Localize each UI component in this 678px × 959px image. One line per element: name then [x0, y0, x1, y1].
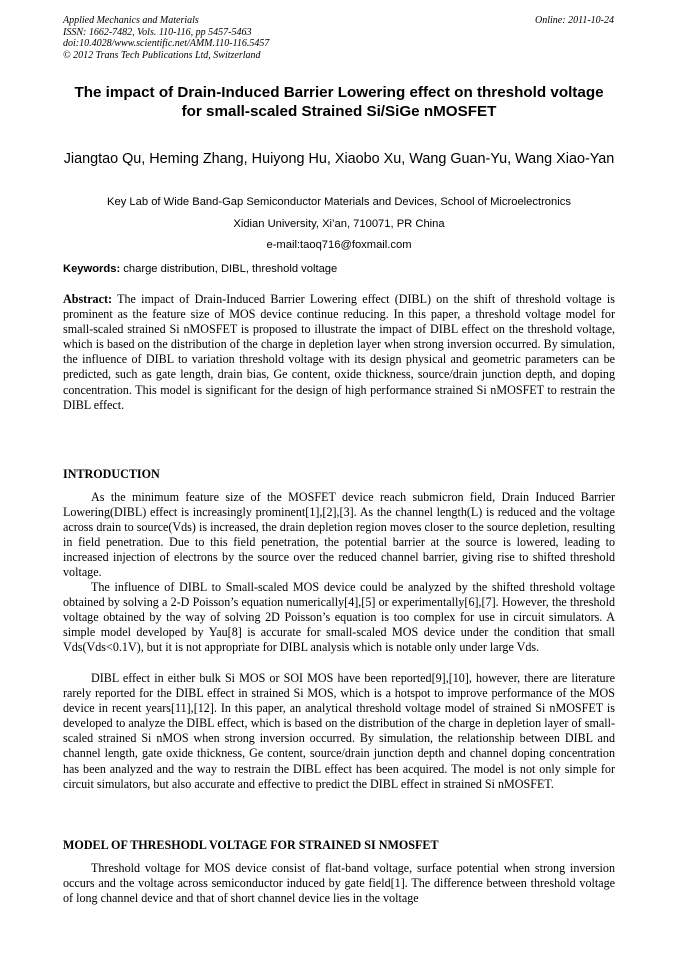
author-list: Jiangtao Qu, Heming Zhang, Huiyong Hu, Xiaobo Xu, Wang Guan-Yu, Wang Xiao-Yan	[63, 151, 615, 167]
issn-line: ISSN: 1662-7482, Vols. 110-116, pp 5457-5463	[63, 26, 252, 38]
doi-line: doi:10.4028/www.scientific.net/AMM.110-116.5457	[63, 38, 270, 49]
section-heading-model: MODEL OF THRESHODL VOLTAGE FOR STRAINED SI NMOSFET	[63, 838, 439, 852]
journal-name: Applied Mechanics and Materials	[63, 15, 199, 26]
affiliation-university: Xidian University, Xi’an, 710071, PR China	[233, 217, 445, 230]
copyright-line: © 2012 Trans Tech Publications Ltd, Switzerland	[63, 49, 261, 61]
keywords	[63, 262, 615, 276]
intro-paragraph-3: DIBL effect in either bulk Si MOS or SOI MOS have been reported[9],[10], however, there are literature rarely reported for the DIBL effect in strained Si MOS, which is a hotspot to improve performance of the MOS device in recent years[11],[12]. In this paper, an analytical threshold voltage model of strained Si nMOSFET is developed to analyze the DIBL effect, which is based on the distribution of the charge in depletion layer of small-scaled strained Si nMOS when strong inversion occurred. By simulation, the relationship between DIBL and channel length, gate oxide thickness, Ge content, source/drain junction depth and channel doping concentration has been analyzed and the way to restrain the DIBL effect has been acquired. The model is not only simple for circuit simulators, but also accurate and effective to predict the DIBL effect in strained Si nMOSFET.	[63, 671, 615, 791]
abstract-text: The impact of Drain-Induced Barrier Lowering effect (DIBL) on the shift of threshold voltage is prominent as the feature size of MOS device continue reducing. In this paper, a threshold voltage model for small-scaled strained Si nMOSFET is proposed to illustrate the impact of DIBL effect on the threshold voltage, which is based on the distribution of the charge in depletion layer when strong inversion occurred. By simulation, the influence of DIBL to variation threshold voltage with its design physical and geometric parameters can be predicted, such as gate length, drain bias, Ge content, oxide thickness, source/drain junction depth, and doping concentration. This model is significant for the design of high performance strained Si nMOSFET to restrain the DIBL effect.	[63, 292, 615, 412]
intro-paragraph-1: As the minimum feature size of the MOSFET device reach submicron field, Drain Induced Barrier Lowering(DIBL) effect is increasingly prominent[1],[2],[3]. As the channel length(L) is reduced and the voltage across drain to source(Vds) is increased, the drain depletion region moves closer to the source depletion, resulting in field penetration. Due to this field penetration, the potential barrier at the source is lowered, leading to increased injection of electrons by the source over the reduced channel barrier, giving rise to shifted threshold voltage.	[63, 490, 615, 580]
online-date: Online: 2011-10-24	[535, 15, 614, 26]
journal-header	[63, 15, 269, 61]
abstract-label: Abstract:	[63, 292, 113, 306]
affiliation-lab: Key Lab of Wide Band-Gap Semiconductor Materials and Devices, School of Microelectronics	[107, 196, 571, 208]
intro-paragraph-2: The influence of DIBL to Small-scaled MOS device could be analyzed by the shifted threshold voltage obtained by solving a 2-D Poisson’s equation numerically[4],[5] or experimentally[6],[7]. However, the threshold voltage obtained by the way of solving 2D Poisson’s equation is too complex for use in circuit simulators. A simple model developed by Yau[8] is accurate for small-scaled MOS device under the condition that small Vds(Vds<0.1V), but it is not appropriate for DIBL analysis which is notable only under large Vds.	[63, 580, 615, 655]
author-email: e-mail:taoq716@foxmail.com	[266, 239, 412, 251]
keywords-text: charge distribution, DIBL, threshold voltage	[120, 263, 338, 275]
affiliation	[63, 192, 615, 257]
section-heading-introduction: INTRODUCTION	[63, 467, 160, 481]
model-paragraph-1: Threshold voltage for MOS device consist of flat-band voltage, surface potential when strong inversion occurs and the voltage across semiconductor induced by gate field[1]. The difference between threshold voltage of long channel device and that of short channel device lies in the voltage	[63, 861, 615, 906]
keywords-label: Keywords:	[63, 263, 121, 275]
paper-title: The impact of Drain-Induced Barrier Lowering effect on threshold voltage for small-scaled Strained Si/SiGe nMOSFET	[74, 84, 604, 120]
abstract	[63, 292, 615, 413]
